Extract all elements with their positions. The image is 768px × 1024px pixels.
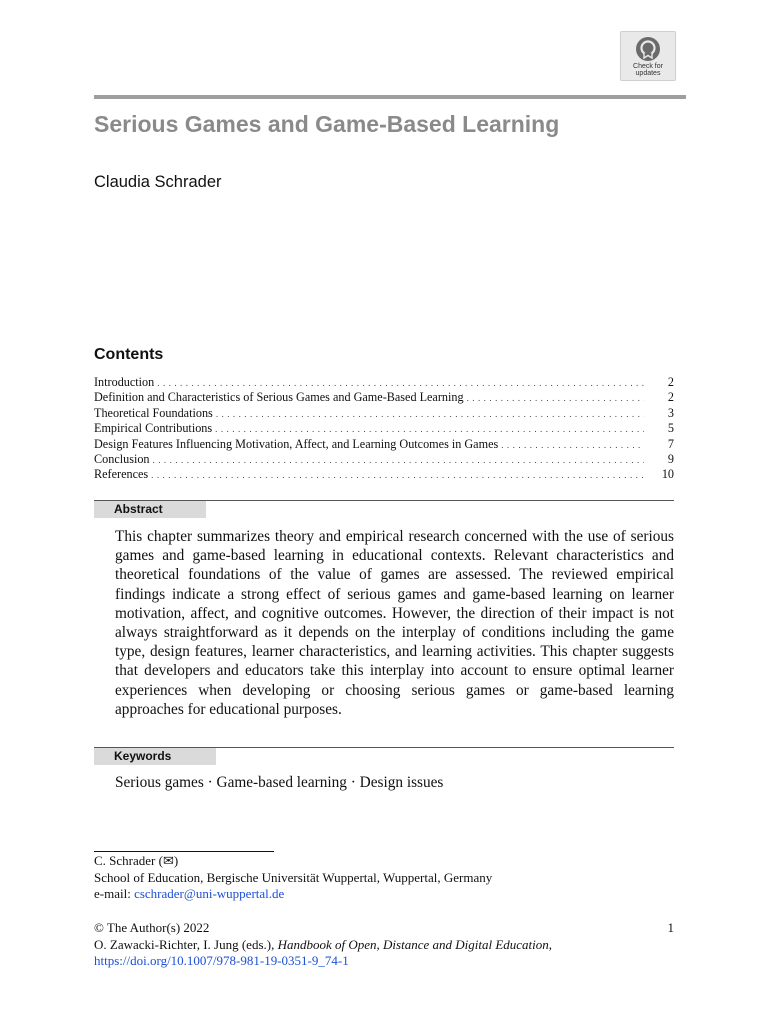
- email-label: e-mail:: [94, 886, 135, 901]
- toc-entry[interactable]: [94, 421, 674, 436]
- toc-entry[interactable]: [94, 452, 674, 467]
- table-of-contents: [94, 375, 674, 483]
- footnote-rule: [94, 851, 274, 852]
- toc-entry-page: 9: [667, 451, 674, 466]
- chapter-author: Claudia Schrader: [94, 173, 222, 191]
- footnote-affiliation: School of Education, Bergische Universität Wuppertal, Wuppertal, Germany: [94, 869, 493, 885]
- toc-entry-title: Empirical Contributions: [94, 421, 213, 436]
- footnote-email-line: [94, 886, 492, 903]
- toc-entry[interactable]: [94, 390, 674, 405]
- toc-entry-title: Design Features Influencing Motivation, Affect, and Learning Outcomes in Games: [94, 436, 499, 451]
- toc-entry-page: 5: [667, 421, 674, 436]
- copyright: © The Author(s) 2022: [94, 920, 210, 935]
- toc-entry[interactable]: [94, 406, 674, 421]
- keywords-text: Serious games · Game-based learning · Design issues: [115, 774, 444, 791]
- chapter-title: Serious Games and Game-Based Learning: [94, 111, 560, 137]
- check-for-updates-icon: [635, 36, 661, 62]
- book-title-suffix: ,: [548, 936, 553, 952]
- toc-entry[interactable]: [94, 375, 674, 390]
- toc-entry-page: 3: [667, 405, 674, 420]
- toc-leader-dots: [157, 375, 644, 391]
- toc-entry[interactable]: [94, 437, 674, 452]
- toc-leader-dots: [153, 452, 644, 468]
- editors: O. Zawacki-Richter, I. Jung (eds.),: [94, 936, 278, 952]
- toc-entry-page: 2: [667, 375, 674, 389]
- contents-heading: Contents: [94, 346, 164, 363]
- toc-leader-dots: [151, 467, 644, 483]
- page-footer: [94, 920, 674, 970]
- toc-entry-page: 2: [667, 390, 674, 405]
- abstract-text: This chapter summarizes theory and empirical research concerned with the use of serious games and game-based learning in educational contexts. Relevant characteristics and theoretical foundations of the value of games are assessed. The reviewed empirical findings indicate a strong effect of serious games and game-based learning on learner motivation, affect, and cognitive outcomes. However, the direction of their impact is not always straightforward as it depends on the interplay of conditions including the game type, design features, learner characteristics, and learning activities. This chapter suggests that developers and educators take this interplay into account to ensure optimal learner experiences when developing or choosing serious games or game-based learning approaches for educational purposes.: [115, 528, 674, 718]
- keywords-label: Keywords: [94, 748, 216, 765]
- toc-entry[interactable]: [94, 467, 674, 482]
- toc-leader-dots: [501, 437, 644, 453]
- book-title: Handbook of Open, Distance and Digital Education: [277, 936, 549, 952]
- footnote-author: C. Schrader (✉): [94, 853, 179, 868]
- toc-entry-title: Conclusion: [94, 451, 150, 466]
- author-footnote: [94, 853, 492, 903]
- citation-line: [94, 937, 674, 954]
- toc-entry-title: Definition and Characteristics of Serious Games and Game-Based Learning: [94, 390, 464, 405]
- toc-entry-title: Theoretical Foundations: [94, 405, 213, 420]
- toc-entry-page: 7: [667, 436, 674, 451]
- check-for-updates-badge[interactable]: [620, 31, 676, 81]
- abstract-label: Abstract: [94, 501, 206, 518]
- top-rule: [94, 95, 686, 99]
- doi-link[interactable]: https://doi.org/10.1007/978-981-19-0351-9_74-1: [94, 953, 349, 968]
- toc-entry-title: References: [94, 467, 149, 482]
- toc-leader-dots: [467, 390, 644, 406]
- email-link[interactable]: cschrader@uni-wuppertal.de: [134, 886, 285, 901]
- toc-entry-title: Introduction: [94, 375, 155, 389]
- page-number: 1: [667, 920, 674, 935]
- toc-leader-dots: [215, 421, 644, 437]
- toc-entry-page: 10: [661, 467, 674, 482]
- toc-leader-dots: [216, 406, 644, 422]
- badge-text: Check for updates: [633, 63, 663, 77]
